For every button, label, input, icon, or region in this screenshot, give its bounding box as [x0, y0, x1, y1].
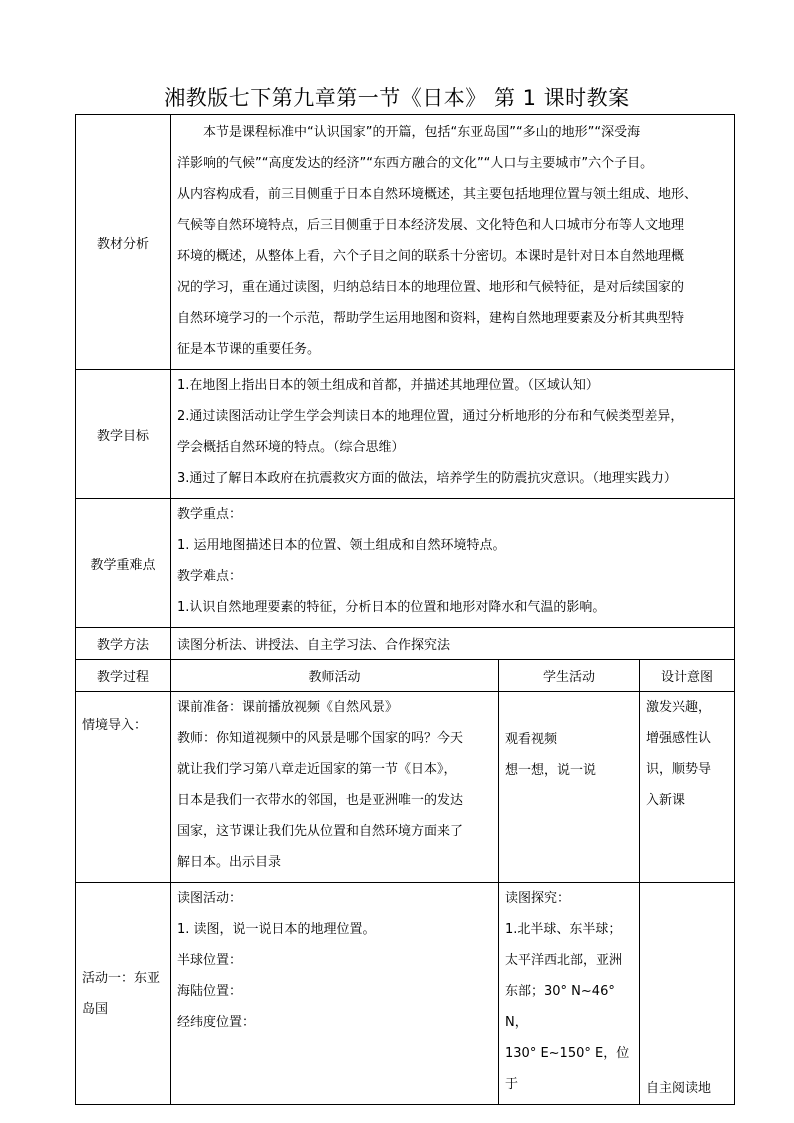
material-line: 本节是课程标准中“认识国家”的开篇，包括“东亚岛国”“多山的地形”“深受海: [203, 125, 641, 140]
activity1-teacher-line: 经纬度位置：: [177, 1015, 256, 1030]
header-teacher: 教师活动: [171, 660, 499, 692]
objective-line: 学会概括自然环境的特点。（综合思维）: [177, 440, 405, 455]
lesson-plan-table: [75, 114, 735, 1105]
intro-design-line: 识，顺势导: [646, 762, 712, 777]
methods-text: 读图分析法、讲授法、自主学习法、合作探究法: [177, 638, 451, 653]
intro-teacher-line: 教师：你知道视频中的风景是哪个国家的吗？今天: [177, 731, 464, 746]
activity1-design: [640, 883, 735, 1105]
header-student: 学生活动: [499, 660, 640, 692]
objective-line: 3.通过了解日本政府在抗震救灾方面的做法，培养学生的防震抗灾意识。（地理实践力）: [177, 471, 677, 486]
activity1-teacher-line: 海陆位置：: [177, 984, 243, 999]
methods-content: [171, 628, 735, 660]
intro-design-line: 增强感性认: [646, 731, 712, 746]
activity1-teacher: [171, 883, 499, 1105]
intro-teacher-line: 国家，这节课让我们先从位置和自然环境方面来了: [177, 824, 464, 839]
label-key-points: 教学重难点: [76, 499, 171, 628]
document-title: 湘教版七下第九章第一节《日本》 第 1 课时教案: [164, 86, 630, 110]
row-methods: [76, 628, 735, 660]
intro-student-line: 观看视频: [505, 732, 558, 747]
intro-teacher: [171, 692, 499, 883]
key-point-line: 教学重点：: [177, 507, 243, 522]
material-line: 从内容构成看，前三目侧重于日本自然环境概述，其主要包括地理位置与领土组成、地形、: [177, 187, 698, 202]
key-point-line: 教学难点：: [177, 569, 243, 584]
label-material-analysis: 教材分析: [76, 115, 171, 370]
header-process: 教学过程: [76, 660, 171, 692]
activity1-label-line: 活动一：东亚: [82, 970, 161, 986]
material-analysis-content: [171, 115, 735, 370]
key-point-line: 1. 运用地图描述日本的位置、领土组成和自然环境特点。: [177, 538, 506, 553]
material-line: 洋影响的气候”“高度发达的经济”“东西方融合的文化”“人口与主要城市”六个子目。: [177, 156, 654, 171]
intro-teacher-line: 日本是我们一衣带水的邻国，也是亚洲唯一的发达: [177, 793, 464, 808]
material-line: 环境的概述，从整体上看，六个子目之间的联系十分密切。本课时是针对日本自然地理概: [177, 249, 685, 264]
label-objectives: 教学目标: [76, 370, 171, 499]
material-line: 况的学习，重在通过读图，归纳总结日本的地理位置、地形和气候特征，是对后续国家的: [177, 280, 685, 295]
row-process-header: [76, 660, 735, 692]
activity1-teacher-line: 读图活动：: [177, 891, 243, 906]
row-key-points: [76, 499, 735, 628]
row-activity1: [76, 883, 735, 1105]
key-points-content: [171, 499, 735, 628]
material-line: 气候等自然环境特点，后三目侧重于日本经济发展、文化特色和人口城市分布等人文地理: [177, 218, 685, 233]
objective-line: 1.在地图上指出日本的领土组成和首都，并描述其地理位置。（区域认知）: [177, 378, 599, 393]
activity1-student-line: 东部；30° N~46° N，: [505, 984, 615, 1030]
intro-teacher-line: 课前准备：课前播放视频《自然风景》: [177, 700, 399, 715]
objectives-content: [171, 370, 735, 499]
activity1-student-line: 读图探究：: [505, 891, 571, 906]
material-line: 征是本节课的重要任务。: [177, 342, 321, 357]
activity1-label-line: 岛国: [82, 1001, 109, 1017]
intro-label-cell: [76, 692, 171, 883]
activity1-student-line: 1.北半球、东半球；: [505, 922, 622, 937]
activity1-student-line: 130° E~150° E，位于: [505, 1046, 630, 1092]
label-methods: 教学方法: [76, 628, 171, 660]
intro-design: [640, 692, 735, 883]
intro-teacher-line: 解日本。出示目录: [177, 855, 282, 870]
intro-student: [499, 692, 640, 883]
activity1-teacher-line: 半球位置：: [177, 953, 243, 968]
activity1-student-line: 太平洋西北部，亚洲: [505, 953, 623, 968]
activity1-design-text: 自主阅读地: [646, 1081, 712, 1096]
activity1-label-cell: [76, 883, 171, 1105]
intro-design-line: 入新课: [646, 793, 686, 808]
intro-student-line: 想一想，说一说: [505, 763, 597, 778]
material-line: 自然环境学习的一个示范，帮助学生运用地图和资料，建构自然地理要素及分析其典型特: [177, 311, 685, 326]
row-material-analysis: [76, 115, 735, 370]
intro-teacher-line: 就让我们学习第八章走近国家的第一节《日本》，: [177, 762, 457, 777]
row-objectives: [76, 370, 735, 499]
objective-line: 2.通过读图活动让学生学会判读日本的地理位置，通过分析地形的分布和气候类型差异，: [177, 409, 684, 424]
intro-design-line: 激发兴趣，: [646, 700, 712, 715]
key-point-line: 1.认识自然地理要素的特征，分析日本的位置和地形对降水和气温的影响。: [177, 600, 606, 615]
row-intro: [76, 692, 735, 883]
header-design: 设计意图: [640, 660, 735, 692]
activity1-teacher-line: 1. 读图，说一说日本的地理位置。: [177, 922, 376, 937]
activity1-student: [499, 883, 640, 1105]
intro-label: 情境导入：: [82, 718, 148, 733]
